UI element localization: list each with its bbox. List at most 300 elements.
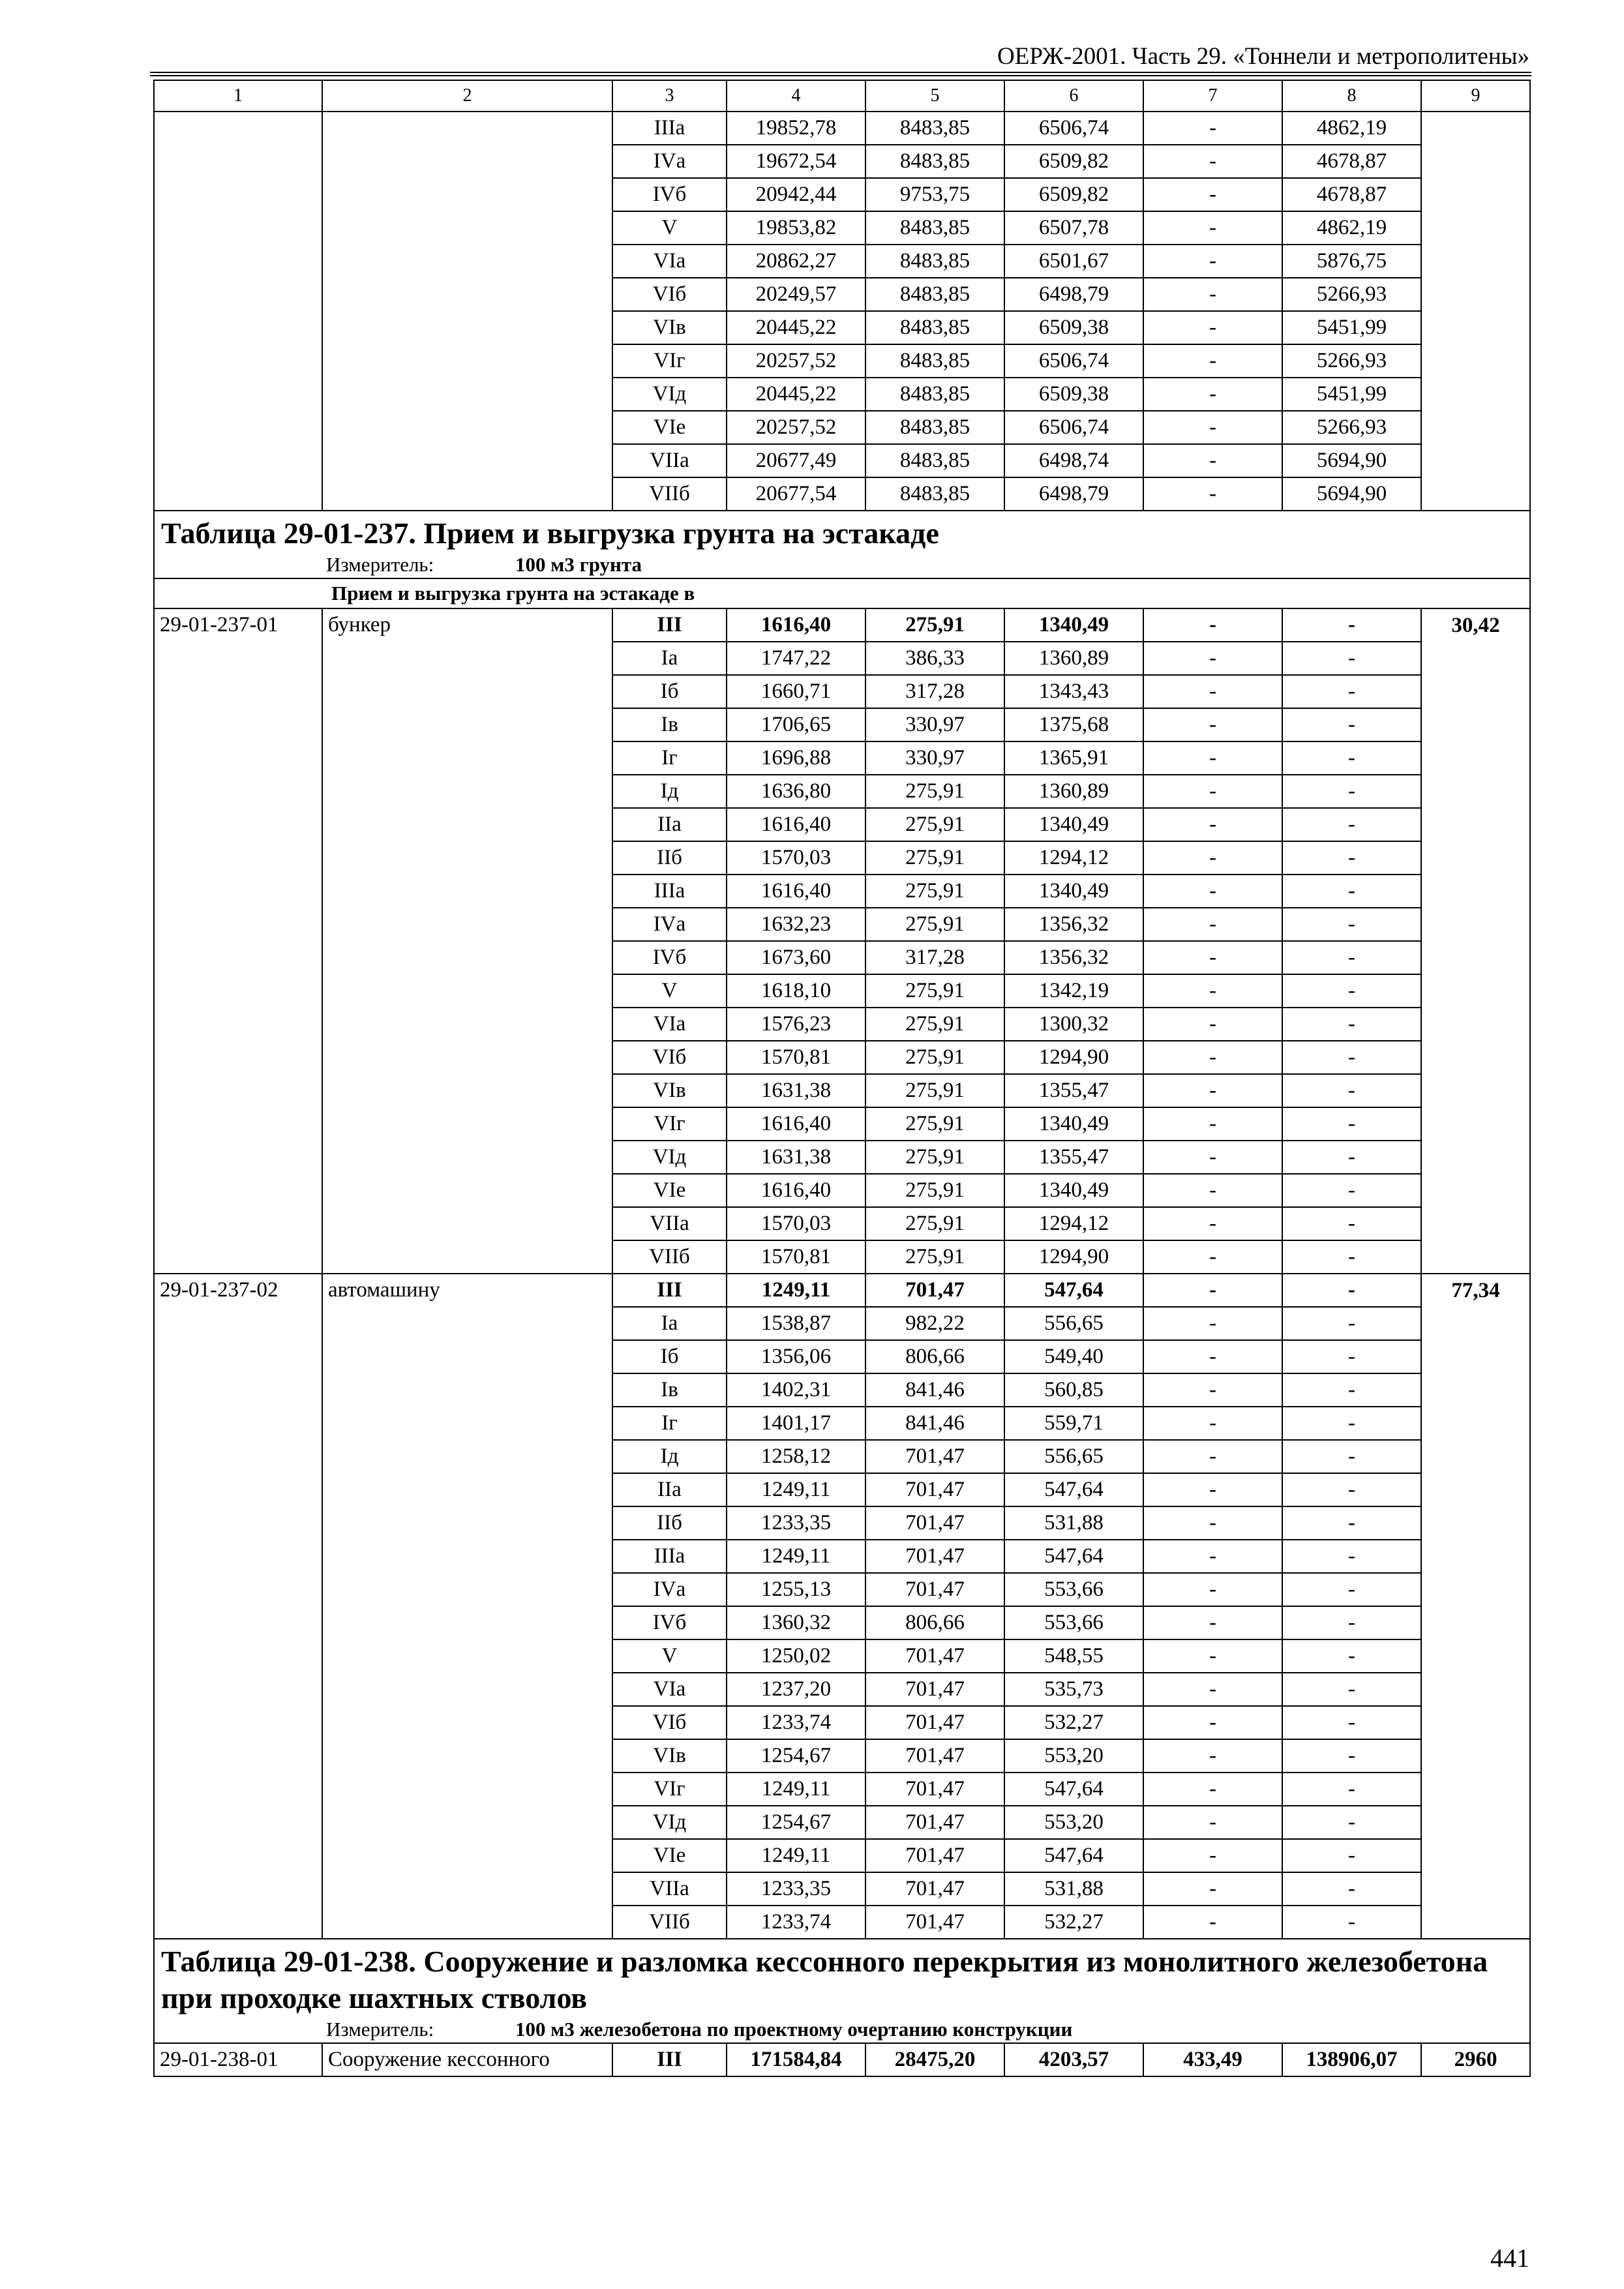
value-cell: VIд (612, 378, 727, 411)
value-cell: - (1143, 1074, 1282, 1107)
code-cell (154, 378, 322, 411)
value-cell: 317,28 (865, 941, 1004, 974)
value-cell: 171584,84 (727, 2043, 865, 2076)
name-cell: автомашину (322, 1274, 612, 1307)
value-cell: - (1143, 344, 1282, 378)
value-cell: 1233,35 (727, 1872, 865, 1906)
col9-cell (1421, 1141, 1530, 1174)
value-cell: IIа (612, 1473, 727, 1506)
value-cell: 1570,03 (727, 1207, 865, 1240)
value-cell: 1538,87 (727, 1307, 865, 1340)
value-cell: V (612, 211, 727, 245)
value-cell: - (1143, 941, 1282, 974)
value-cell: - (1143, 1207, 1282, 1240)
value-cell: - (1282, 675, 1421, 708)
value-cell: 275,91 (865, 908, 1004, 941)
name-cell (322, 941, 612, 974)
value-cell: 531,88 (1004, 1872, 1143, 1906)
table-row (154, 841, 1530, 875)
table-row (154, 1540, 1530, 1573)
value-cell: 275,91 (865, 1041, 1004, 1074)
table-row (154, 1739, 1530, 1773)
value-cell: 8483,85 (865, 278, 1004, 311)
value-cell: 28475,20 (865, 2043, 1004, 2076)
table-title-row (154, 1939, 1530, 2016)
measure-row (154, 552, 1530, 578)
name-cell (322, 1540, 612, 1573)
value-cell: 1237,20 (727, 1673, 865, 1706)
value-cell: 806,66 (865, 1340, 1004, 1373)
value-cell: - (1282, 608, 1421, 642)
header-rule-bottom (150, 75, 1531, 76)
measure-value: 100 м3 грунта (515, 553, 642, 576)
name-cell (322, 378, 612, 411)
value-cell: 1360,32 (727, 1606, 865, 1639)
value-cell: IIIа (612, 112, 727, 145)
value-cell: 275,91 (865, 808, 1004, 841)
value-cell: 317,28 (865, 675, 1004, 708)
value-cell: 275,91 (865, 775, 1004, 808)
value-cell: 553,66 (1004, 1606, 1143, 1639)
col9-cell (1421, 444, 1530, 477)
value-cell: VIв (612, 1074, 727, 1107)
value-cell: 20445,22 (727, 311, 865, 344)
value-cell: 701,47 (865, 1706, 1004, 1739)
code-cell (154, 1041, 322, 1074)
value-cell: - (1143, 608, 1282, 642)
measure-value: 100 м3 железобетона по проектному очертанию конструкции (515, 2018, 1073, 2041)
col9-cell (1421, 145, 1530, 178)
table-row (154, 1274, 1530, 1307)
table-row (154, 1340, 1530, 1373)
col9-cell: 30,42 (1421, 608, 1530, 642)
value-cell: 4862,19 (1282, 112, 1421, 145)
table-row (154, 1141, 1530, 1174)
value-cell: 701,47 (865, 1274, 1004, 1307)
value-cell: 701,47 (865, 1739, 1004, 1773)
col9-cell (1421, 1107, 1530, 1141)
value-cell: IVа (612, 145, 727, 178)
value-cell: - (1282, 1174, 1421, 1207)
measure-label: Измеритель: (326, 553, 434, 576)
col9-cell (1421, 1872, 1530, 1906)
value-cell: VIв (612, 311, 727, 344)
value-cell: 1616,40 (727, 875, 865, 908)
name-cell (322, 875, 612, 908)
code-cell (154, 675, 322, 708)
name-cell (322, 1573, 612, 1606)
value-cell: 1250,02 (727, 1639, 865, 1673)
value-cell: - (1143, 1407, 1282, 1440)
code-cell (154, 1207, 322, 1240)
table-row (154, 311, 1530, 344)
col9-cell (1421, 974, 1530, 1008)
value-cell: 1673,60 (727, 941, 865, 974)
value-cell: 701,47 (865, 1639, 1004, 1673)
value-cell: 19853,82 (727, 211, 865, 245)
col9-cell (1421, 841, 1530, 875)
value-cell: VIг (612, 1773, 727, 1806)
table-title-row (154, 511, 1530, 552)
col9-cell (1421, 775, 1530, 808)
name-cell (322, 708, 612, 741)
table-row (154, 145, 1530, 178)
value-cell: VIа (612, 1673, 727, 1706)
table-row (154, 1373, 1530, 1407)
value-cell: 1294,90 (1004, 1240, 1143, 1274)
name-cell (322, 145, 612, 178)
name-cell (322, 211, 612, 245)
col9-cell (1421, 941, 1530, 974)
code-cell (154, 1673, 322, 1706)
value-cell: 548,55 (1004, 1639, 1143, 1673)
value-cell: 275,91 (865, 875, 1004, 908)
value-cell: 275,91 (865, 1240, 1004, 1274)
value-cell: 6509,38 (1004, 311, 1143, 344)
code-cell: 29-01-237-02 (154, 1274, 322, 1307)
name-cell (322, 741, 612, 775)
value-cell: VIIб (612, 1906, 727, 1939)
value-cell: 1233,74 (727, 1906, 865, 1939)
value-cell: 6501,67 (1004, 245, 1143, 278)
col9-cell (1421, 344, 1530, 378)
value-cell: - (1282, 1806, 1421, 1839)
table-row (154, 1240, 1530, 1274)
value-cell: 433,49 (1143, 2043, 1282, 2076)
value-cell: - (1282, 741, 1421, 775)
table-row (154, 1107, 1530, 1141)
value-cell: 701,47 (865, 1440, 1004, 1473)
value-cell: 1576,23 (727, 1008, 865, 1041)
value-cell: - (1143, 1573, 1282, 1606)
value-cell: - (1282, 1739, 1421, 1773)
col9-cell (1421, 1573, 1530, 1606)
table-row (154, 1906, 1530, 1939)
value-cell: 8483,85 (865, 211, 1004, 245)
code-cell (154, 1606, 322, 1639)
value-cell: - (1282, 1673, 1421, 1706)
value-cell: 6507,78 (1004, 211, 1143, 245)
column-number: 4 (727, 80, 865, 112)
table-row (154, 1839, 1530, 1872)
value-cell: 5876,75 (1282, 245, 1421, 278)
table-row (154, 378, 1530, 411)
value-cell: Iв (612, 708, 727, 741)
value-cell: 547,64 (1004, 1773, 1143, 1806)
value-cell: 1343,43 (1004, 675, 1143, 708)
value-cell: 20257,52 (727, 344, 865, 378)
table-row (154, 808, 1530, 841)
value-cell: - (1143, 378, 1282, 411)
value-cell: - (1282, 1639, 1421, 1673)
value-cell: - (1143, 1041, 1282, 1074)
value-cell: 547,64 (1004, 1540, 1143, 1573)
col9-cell (1421, 1739, 1530, 1773)
value-cell: 1294,90 (1004, 1041, 1143, 1074)
code-cell (154, 841, 322, 875)
value-cell: 4862,19 (1282, 211, 1421, 245)
value-cell: Iа (612, 1307, 727, 1340)
value-cell: VIв (612, 1739, 727, 1773)
code-cell (154, 741, 322, 775)
value-cell: - (1282, 1074, 1421, 1107)
code-cell (154, 708, 322, 741)
code-cell (154, 444, 322, 477)
column-number: 3 (612, 80, 727, 112)
value-cell: 9753,75 (865, 178, 1004, 211)
table-row (154, 708, 1530, 741)
value-cell: - (1282, 1506, 1421, 1540)
column-number: 1 (154, 80, 322, 112)
value-cell: 275,91 (865, 1074, 1004, 1107)
value-cell: 275,91 (865, 1008, 1004, 1041)
value-cell: - (1282, 1141, 1421, 1174)
value-cell: 701,47 (865, 1806, 1004, 1839)
value-cell: - (1282, 1440, 1421, 1473)
code-cell (154, 278, 322, 311)
value-cell: Iг (612, 1407, 727, 1440)
value-cell: - (1282, 1872, 1421, 1906)
value-cell: 1249,11 (727, 1274, 865, 1307)
value-cell: - (1282, 974, 1421, 1008)
name-cell (322, 1141, 612, 1174)
value-cell: VIIб (612, 477, 727, 511)
value-cell: - (1143, 841, 1282, 875)
value-cell: 8483,85 (865, 344, 1004, 378)
value-cell: 275,91 (865, 608, 1004, 642)
table-row (154, 477, 1530, 511)
value-cell: - (1143, 1274, 1282, 1307)
value-cell: VIг (612, 1107, 727, 1141)
value-cell: 1294,12 (1004, 841, 1143, 875)
value-cell: - (1143, 211, 1282, 245)
value-cell: 1356,32 (1004, 941, 1143, 974)
name-cell (322, 1240, 612, 1274)
value-cell: 1632,23 (727, 908, 865, 941)
value-cell: 6498,74 (1004, 444, 1143, 477)
value-cell: 1375,68 (1004, 708, 1143, 741)
value-cell: Iа (612, 642, 727, 675)
value-cell: 1618,10 (727, 974, 865, 1008)
name-cell (322, 1307, 612, 1340)
rates-table (153, 80, 1531, 2077)
value-cell: 20257,52 (727, 411, 865, 444)
value-cell: - (1143, 974, 1282, 1008)
value-cell: 532,27 (1004, 1706, 1143, 1739)
col9-cell (1421, 1473, 1530, 1506)
table-row (154, 1573, 1530, 1606)
value-cell: - (1282, 775, 1421, 808)
value-cell: 5266,93 (1282, 411, 1421, 444)
name-cell (322, 808, 612, 841)
col9-cell (1421, 808, 1530, 841)
value-cell: - (1282, 1706, 1421, 1739)
value-cell: - (1282, 1240, 1421, 1274)
code-cell (154, 1573, 322, 1606)
value-cell: - (1143, 1540, 1282, 1573)
value-cell: 1570,81 (727, 1240, 865, 1274)
value-cell: - (1143, 411, 1282, 444)
value-cell: - (1282, 1407, 1421, 1440)
table-row (154, 974, 1530, 1008)
value-cell: 560,85 (1004, 1373, 1143, 1407)
value-cell: 20862,27 (727, 245, 865, 278)
name-cell (322, 1407, 612, 1440)
name-cell (322, 112, 612, 145)
value-cell: 20249,57 (727, 278, 865, 311)
value-cell: 1570,03 (727, 841, 865, 875)
code-cell (154, 1506, 322, 1540)
col9-cell (1421, 1041, 1530, 1074)
value-cell: - (1143, 1107, 1282, 1141)
code-cell (154, 1706, 322, 1739)
col9-cell (1421, 908, 1530, 941)
value-cell: 6506,74 (1004, 411, 1143, 444)
code-cell (154, 211, 322, 245)
name-cell (322, 1639, 612, 1673)
code-cell (154, 1906, 322, 1939)
value-cell: - (1282, 1573, 1421, 1606)
value-cell: 8483,85 (865, 378, 1004, 411)
col9-cell (1421, 1540, 1530, 1573)
name-cell (322, 1773, 612, 1806)
value-cell: 1356,06 (727, 1340, 865, 1373)
measure-cell (154, 2016, 1530, 2043)
col9-cell (1421, 741, 1530, 775)
value-cell: IIа (612, 808, 727, 841)
col9-cell (1421, 178, 1530, 211)
name-cell (322, 245, 612, 278)
value-cell: 549,40 (1004, 1340, 1143, 1373)
name-cell (322, 1872, 612, 1906)
value-cell: 1340,49 (1004, 1107, 1143, 1141)
code-cell (154, 1174, 322, 1207)
value-cell: 1254,67 (727, 1739, 865, 1773)
measure-label: Измеритель: (326, 2018, 434, 2041)
table-row (154, 1041, 1530, 1074)
value-cell: V (612, 1639, 727, 1673)
table-row (154, 642, 1530, 675)
value-cell: 535,73 (1004, 1673, 1143, 1706)
value-cell: - (1143, 1673, 1282, 1706)
value-cell: 8483,85 (865, 311, 1004, 344)
value-cell: 5451,99 (1282, 378, 1421, 411)
value-cell: - (1143, 1806, 1282, 1839)
value-cell: 20677,54 (727, 477, 865, 511)
value-cell: 275,91 (865, 1207, 1004, 1240)
name-cell (322, 675, 612, 708)
value-cell: 1636,80 (727, 775, 865, 808)
name-cell (322, 278, 612, 311)
table-row (154, 1506, 1530, 1540)
value-cell: - (1282, 642, 1421, 675)
col9-cell (1421, 642, 1530, 675)
value-cell: 4203,57 (1004, 2043, 1143, 2076)
col9-cell (1421, 1207, 1530, 1240)
value-cell: 701,47 (865, 1673, 1004, 1706)
value-cell: 559,71 (1004, 1407, 1143, 1440)
col9-cell (1421, 378, 1530, 411)
name-cell (322, 1839, 612, 1872)
col9-cell (1421, 1008, 1530, 1041)
value-cell: - (1282, 808, 1421, 841)
value-cell: 1401,17 (727, 1407, 865, 1440)
name-cell (322, 1806, 612, 1839)
value-cell: - (1282, 1307, 1421, 1340)
value-cell: - (1143, 1440, 1282, 1473)
code-cell (154, 1639, 322, 1673)
name-cell (322, 908, 612, 941)
value-cell: 1616,40 (727, 1107, 865, 1141)
value-cell: VIIа (612, 1872, 727, 1906)
value-cell: - (1143, 1174, 1282, 1207)
value-cell: - (1282, 1274, 1421, 1307)
col9-cell (1421, 278, 1530, 311)
value-cell: VIа (612, 245, 727, 278)
value-cell: 701,47 (865, 1872, 1004, 1906)
value-cell: 5266,93 (1282, 344, 1421, 378)
value-cell: 8483,85 (865, 245, 1004, 278)
value-cell: 547,64 (1004, 1839, 1143, 1872)
table-row (154, 211, 1530, 245)
table-row (154, 1407, 1530, 1440)
table-row (154, 1606, 1530, 1639)
name-cell (322, 642, 612, 675)
value-cell: IVб (612, 178, 727, 211)
value-cell: VIа (612, 1008, 727, 1041)
value-cell: - (1143, 1839, 1282, 1872)
value-cell: VIIа (612, 1207, 727, 1240)
col9-cell (1421, 1906, 1530, 1939)
value-cell: 1249,11 (727, 1540, 865, 1573)
value-cell: - (1282, 1008, 1421, 1041)
code-cell (154, 1373, 322, 1407)
name-cell (322, 1739, 612, 1773)
col9-cell (1421, 708, 1530, 741)
value-cell: 1233,35 (727, 1506, 865, 1540)
value-cell: 8483,85 (865, 112, 1004, 145)
name-cell (322, 1906, 612, 1939)
value-cell: 556,65 (1004, 1440, 1143, 1473)
value-cell: 1360,89 (1004, 775, 1143, 808)
value-cell: 8483,85 (865, 477, 1004, 511)
value-cell: 330,97 (865, 708, 1004, 741)
value-cell: IIб (612, 1506, 727, 1540)
value-cell: - (1143, 1773, 1282, 1806)
value-cell: VIе (612, 1839, 727, 1872)
value-cell: 701,47 (865, 1839, 1004, 1872)
value-cell: 553,20 (1004, 1806, 1143, 1839)
value-cell: 5694,90 (1282, 444, 1421, 477)
col9-cell (1421, 1606, 1530, 1639)
value-cell: VIг (612, 344, 727, 378)
code-cell (154, 411, 322, 444)
col9-cell (1421, 1673, 1530, 1706)
table-row (154, 741, 1530, 775)
column-number-row (154, 80, 1530, 112)
value-cell: - (1143, 145, 1282, 178)
value-cell: - (1143, 708, 1282, 741)
column-number: 7 (1143, 80, 1282, 112)
value-cell: - (1282, 1107, 1421, 1141)
value-cell: 1294,12 (1004, 1207, 1143, 1240)
value-cell: - (1282, 1041, 1421, 1074)
value-cell: 6498,79 (1004, 278, 1143, 311)
col9-cell (1421, 1806, 1530, 1839)
value-cell: 19672,54 (727, 145, 865, 178)
value-cell: VIб (612, 278, 727, 311)
value-cell: - (1143, 741, 1282, 775)
